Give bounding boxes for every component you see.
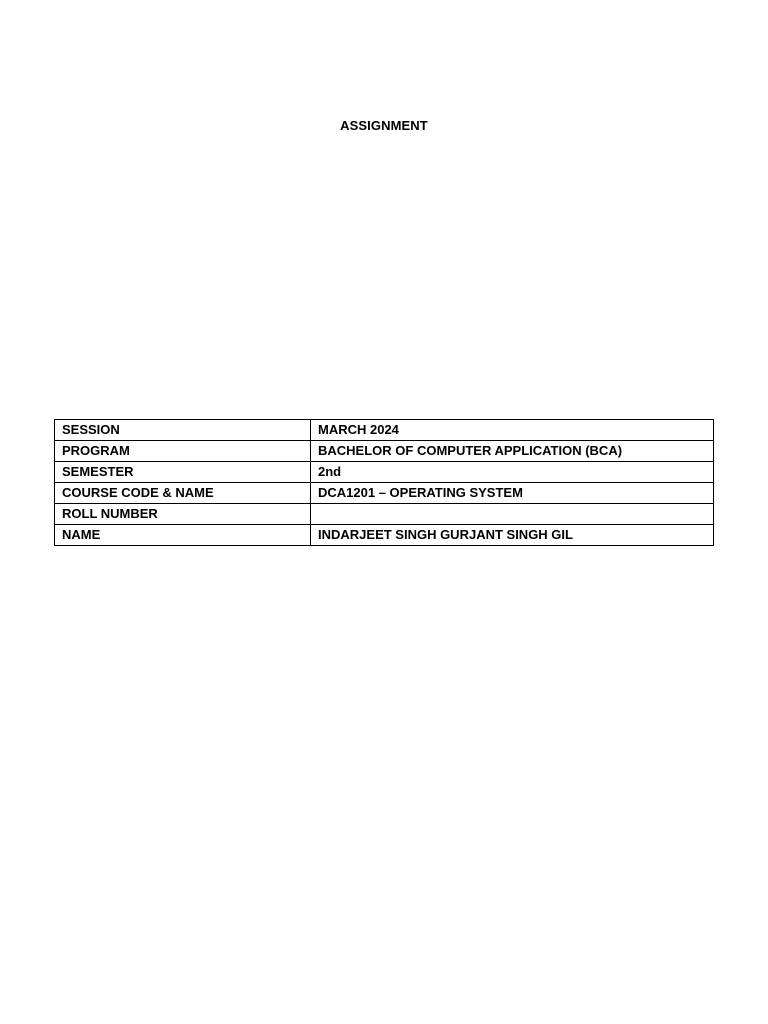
table-row-program [55, 441, 714, 462]
session-value: MARCH 2024 [311, 420, 714, 441]
name-label: NAME [55, 525, 311, 546]
table-row-semester [55, 462, 714, 483]
table-row-name [55, 525, 714, 546]
program-label: PROGRAM [55, 441, 311, 462]
course-code-name-value: DCA1201 – OPERATING SYSTEM [311, 483, 714, 504]
course-code-name-label: COURSE CODE & NAME [55, 483, 311, 504]
name-value: INDARJEET SINGH GURJANT SINGH GIL [311, 525, 714, 546]
assignment-info-table [54, 419, 714, 546]
table-row-course [55, 483, 714, 504]
program-value: BACHELOR OF COMPUTER APPLICATION (BCA) [311, 441, 714, 462]
semester-label: SEMESTER [55, 462, 311, 483]
table-row-session [55, 420, 714, 441]
roll-number-value [311, 504, 714, 525]
page-title: ASSIGNMENT [340, 118, 428, 133]
session-label: SESSION [55, 420, 311, 441]
table-row-roll-number [55, 504, 714, 525]
semester-value: 2nd [311, 462, 714, 483]
roll-number-label: ROLL NUMBER [55, 504, 311, 525]
